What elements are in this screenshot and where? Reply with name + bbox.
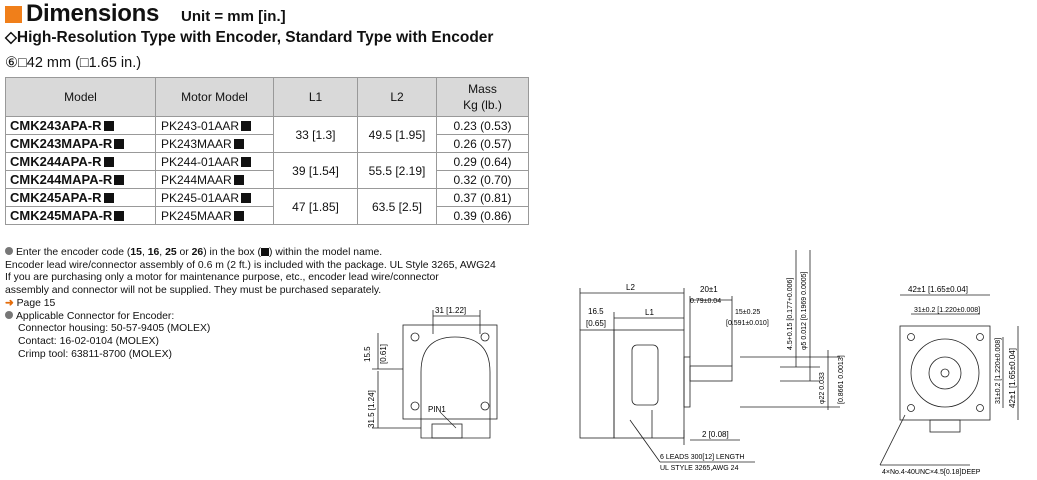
l1-cell: 39 [1.54]: [274, 153, 358, 189]
encoder-cover-outline: [421, 337, 490, 438]
header-motor-model: Motor Model: [156, 78, 274, 117]
motor-model-cell: PK243MAAR: [156, 135, 274, 153]
l1-cell: 33 [1.3]: [274, 117, 358, 153]
dim-31a: 31±0.2 [1.220±0.008]: [914, 307, 981, 314]
frame-size-label: ⑥□42 mm (□1.65 in.): [5, 55, 142, 71]
dim-15: 15±0.25: [735, 309, 761, 316]
dim-31-5: 31.5 [1.24]: [367, 390, 376, 428]
leads-note-1: 6 LEADS 300[12] LENGTH: [660, 454, 745, 461]
note-line: Encoder lead wire/connector assembly of 0.6 m (2 ft.) is included with the package. UL Style 3265, AWG24: [5, 259, 496, 271]
model-cell: CMK244MAPA-R: [6, 171, 156, 189]
dim-0-866: [0.8661 0.0013]: [838, 355, 845, 404]
dim-0-65: [0.65]: [586, 319, 607, 328]
model-cell: CMK245MAPA-R: [6, 207, 156, 225]
header-l1: L1: [274, 78, 358, 117]
dim-15-5: 15.5: [363, 346, 372, 362]
arrow-right-icon: ➜: [5, 297, 14, 309]
motor-body: [614, 330, 684, 438]
leads-note-2: UL STYLE 3265,AWG 24: [660, 465, 739, 472]
header-mass-line1: Mass: [468, 82, 497, 96]
pin1-label: PIN1: [428, 405, 446, 414]
motor-model-cell: PK244MAAR: [156, 171, 274, 189]
note-encoder-code: Enter the encoder code (15, 16, 25 or 26) in the box ( ) within the model name.: [5, 247, 505, 260]
l2-cell: 63.5 [2.5]: [358, 189, 437, 225]
header-l2: L2: [358, 78, 437, 117]
encoder-body: [580, 330, 614, 438]
l2-cell: 55.5 [2.19]: [358, 153, 437, 189]
motor-model-cell: PK244-01AAR: [156, 153, 274, 171]
encoder-view: [372, 310, 497, 438]
header-model: Model: [6, 78, 156, 117]
page-title: Dimensions: [26, 0, 160, 27]
mass-cell: 0.37 (0.81): [437, 189, 529, 207]
mass-cell: 0.26 (0.57): [437, 135, 529, 153]
motor-model-cell: PK245-01AAR: [156, 189, 274, 207]
l1-cell: 47 [1.85]: [274, 189, 358, 225]
dim-4-5: 4.5+0.15 [0.177+0.006]: [787, 277, 794, 350]
dim-31: 31 [1.22]: [435, 306, 467, 315]
dim-42a: 42±1 [1.65±0.04]: [908, 285, 968, 294]
motor-model-cell: PK243-01AAR: [156, 117, 274, 135]
unit-label: Unit = mm [in.]: [181, 7, 286, 25]
model-cell: CMK244APA-R: [6, 153, 156, 171]
motor-model-cell: PK245MAAR: [156, 207, 274, 225]
dim-l1: L1: [645, 308, 654, 317]
page-link[interactable]: ➜ Page 15: [5, 297, 56, 309]
dim-22: φ22 0.033: [819, 372, 826, 404]
dim-0-591: [0.591±0.010]: [726, 320, 769, 327]
l2-cell: 49.5 [1.95]: [358, 117, 437, 153]
note-line: assembly and connector will not be supplied. They must be purchased separately.: [5, 285, 382, 297]
dim-20: 20±1: [700, 285, 718, 294]
dim-42b: 42±1 [1.65±0.04]: [1008, 348, 1017, 408]
mass-cell: 0.32 (0.70): [437, 171, 529, 189]
model-cell: CMK243MAPA-R: [6, 135, 156, 153]
dim-31b: 31±0.2 [1.220±0.008]: [995, 337, 1002, 404]
dim-16-5: 16.5: [588, 307, 604, 316]
mass-cell: 0.39 (0.86): [437, 207, 529, 225]
mass-cell: 0.29 (0.64): [437, 153, 529, 171]
note-line: If you are purchasing only a motor for maintenance purpose, etc., encoder lead wire/connector: [5, 272, 439, 284]
note-crimp: Crimp tool: 63811-8700 (MOLEX): [18, 348, 173, 360]
dim-0-79: 0.79±0.04: [690, 298, 722, 305]
note-housing: Connector housing: 50-57-9405 (MOLEX): [18, 323, 211, 335]
model-cell: CMK245APA-R: [6, 189, 156, 207]
mass-cell: 0.23 (0.53): [437, 117, 529, 135]
model-cell: CMK243APA-R: [6, 117, 156, 135]
holes-note: 4×No.4-40UNC×4.5[0.18]DEEP: [882, 469, 981, 476]
dim-l2: L2: [626, 283, 635, 292]
subtitle: ◇High-Resolution Type with Encoder, Standard Type with Encoder: [5, 29, 494, 46]
header-mass-line2: Kg (lb.): [463, 98, 502, 112]
dim-2: 2 [0.08]: [702, 430, 729, 439]
dim-5: φ5 0.012 [0.1969 0.0005]: [801, 271, 808, 350]
note-contact: Contact: 16-02-0104 (MOLEX): [18, 335, 159, 347]
note-connector-title: Applicable Connector for Encoder:: [5, 311, 505, 324]
motor-flange-outline: [403, 325, 497, 419]
dim-0-61: [0.61]: [379, 343, 388, 364]
